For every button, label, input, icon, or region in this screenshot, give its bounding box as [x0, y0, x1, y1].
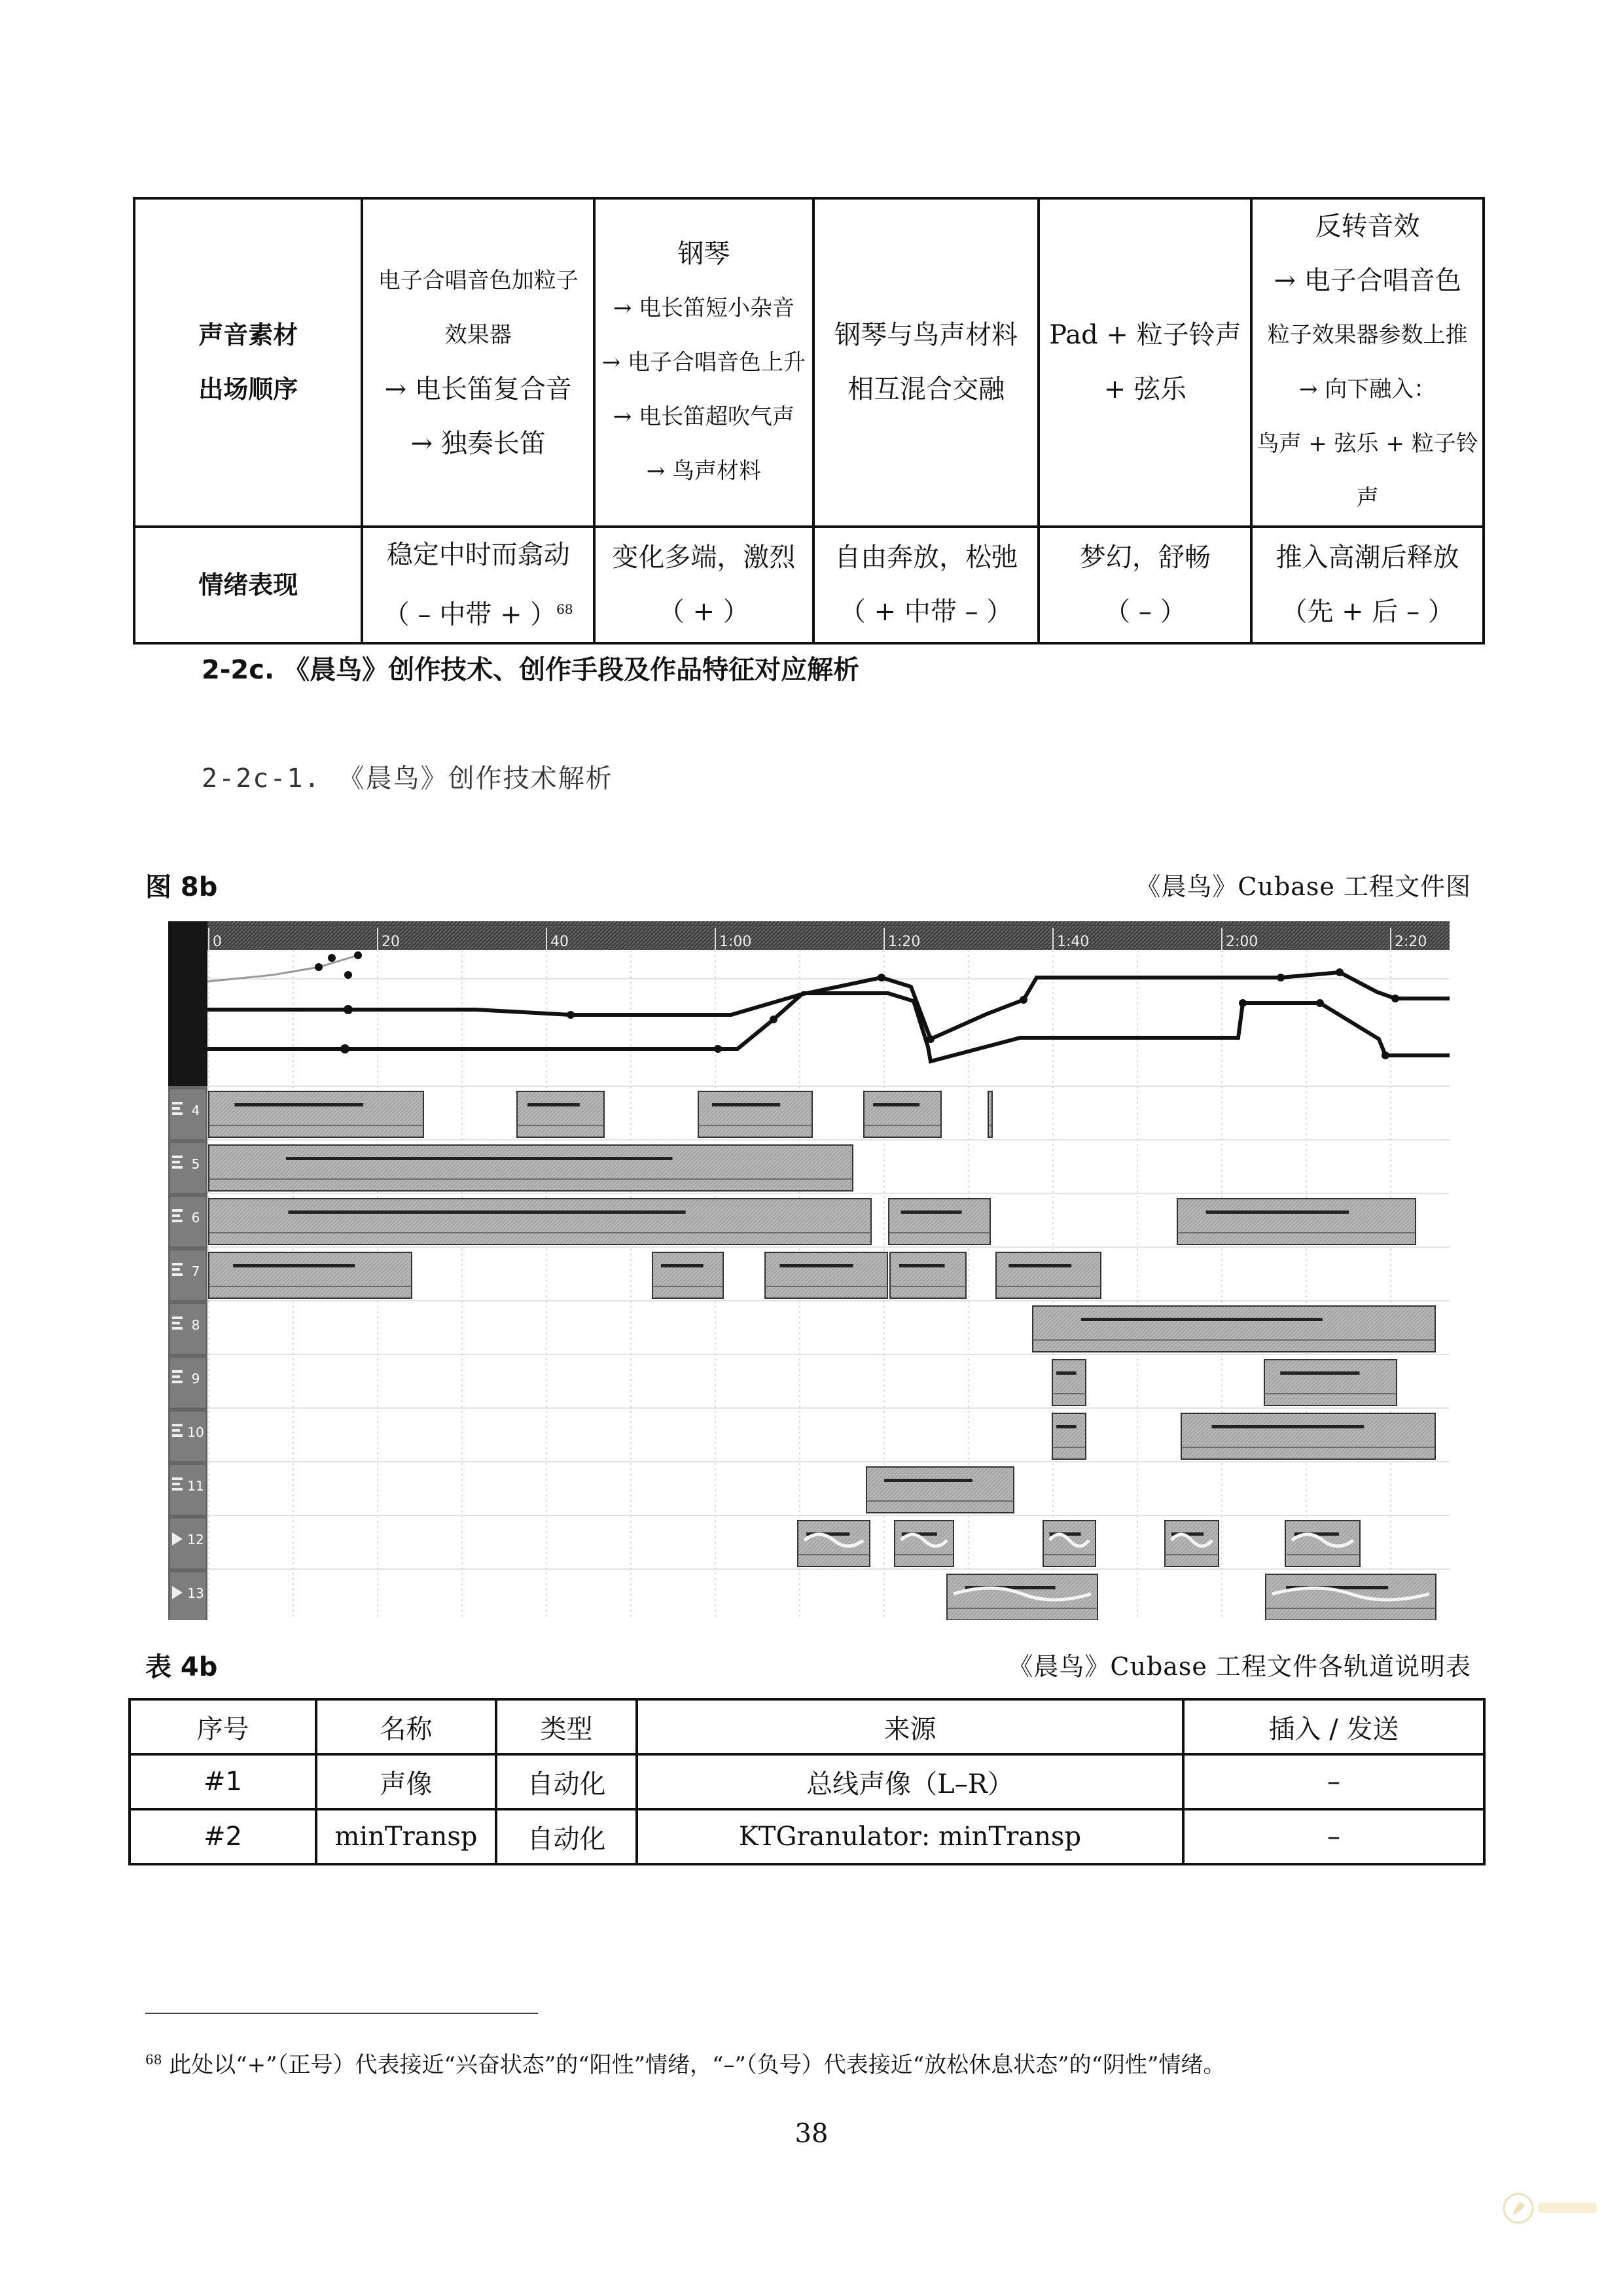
cell-index: #2 [130, 1809, 316, 1864]
track-headers[interactable] [169, 1089, 206, 1620]
table-header-row [130, 1699, 1484, 1754]
track-part[interactable] [765, 1252, 887, 1298]
track-part[interactable] [996, 1252, 1101, 1298]
track-part[interactable] [890, 1252, 966, 1298]
row-label-material: 声音素材 出场顺序 [134, 198, 362, 527]
cell-material-5: 反转音效 → 电子合唱音色 粒子效果器参数上推 → 向下融入： 鸟声 + 弦乐 + 粒子铃声 [1251, 198, 1484, 527]
track-part[interactable] [1285, 1521, 1360, 1566]
track-part[interactable] [652, 1252, 723, 1298]
table-row [130, 1754, 1484, 1809]
emotion-table [133, 197, 1485, 645]
ruler-tick-label: 2:20 [1395, 934, 1427, 950]
footnote-ref[interactable]: 68 [556, 601, 573, 617]
subsection-heading: 2-2c-1. 《晨鸟》创作技术解析 [202, 764, 613, 794]
automation-curve-3 [207, 993, 1450, 1061]
track-number-label: 6 [191, 1210, 200, 1226]
cell-material-1: 电子合唱音色加粒子效果器 → 电长笛复合音 → 独奏长笛 [362, 198, 594, 527]
track-number-label: 12 [187, 1532, 204, 1547]
table-row [134, 527, 1484, 643]
ruler-tick-label: 40 [550, 934, 569, 950]
figure-caption: 《晨鸟》Cubase 工程文件图 [1135, 872, 1471, 901]
automation-curve-2 [207, 972, 1450, 1039]
table-row [130, 1809, 1484, 1864]
cell-emotion-1: 稳定中时而翕动 （ – 中带 + ）$^{68}$ [362, 527, 594, 643]
header-source: 来源 [637, 1699, 1183, 1754]
automation-lanes[interactable] [207, 951, 1450, 1061]
cell-emotion-4: 梦幻，舒畅 （ – ） [1039, 527, 1251, 643]
track-part[interactable] [1043, 1521, 1096, 1566]
track-part[interactable] [698, 1091, 812, 1137]
track-part[interactable] [798, 1521, 870, 1566]
cubase-arrange-window [168, 921, 1450, 1620]
track-part[interactable] [209, 1252, 412, 1298]
track-part[interactable] [1033, 1306, 1435, 1352]
track-number-label: 10 [187, 1424, 204, 1440]
header-name: 名称 [316, 1699, 496, 1754]
track-number-label: 4 [191, 1103, 200, 1118]
cell-insert-send: – [1183, 1754, 1484, 1809]
footnote-text: 此处以“+”（正号）代表接近“兴奋状态”的“阳性”情绪，“–”（负号）代表接近“放松休息状态”的“阴性”情绪。 [169, 2052, 1226, 2078]
track-part[interactable] [988, 1091, 992, 1137]
footnote [145, 2047, 1225, 2079]
cell-material-3: 钢琴与鸟声材料 相互混合交融 [813, 198, 1039, 527]
track-part[interactable] [209, 1145, 853, 1191]
track-part[interactable] [1052, 1413, 1086, 1459]
track-part[interactable] [1264, 1360, 1397, 1405]
track-part[interactable] [209, 1199, 871, 1245]
cell-emotion-2: 变化多端，激烈 （ + ） [594, 527, 813, 643]
page-number: 38 [794, 2119, 829, 2149]
automation-points[interactable] [315, 951, 1399, 1059]
track-number-label: 11 [187, 1478, 204, 1494]
ruler-tick-label: 1:00 [719, 934, 752, 950]
track-number-label: 13 [187, 1585, 204, 1601]
track-part[interactable] [1177, 1199, 1416, 1245]
cell-type: 自动化 [496, 1809, 637, 1864]
track-part[interactable] [1266, 1574, 1436, 1620]
track-number-label: 8 [191, 1317, 200, 1333]
track-part[interactable] [1052, 1360, 1086, 1405]
footnote-divider [145, 2013, 538, 2014]
header-index: 序号 [130, 1699, 316, 1754]
track-part[interactable] [1165, 1521, 1219, 1566]
track-part[interactable] [889, 1199, 990, 1245]
cell-emotion-5: 推入高潮后释放 （先 + 后 – ） [1251, 527, 1484, 643]
cell-insert-send: – [1183, 1809, 1484, 1864]
footnote-marker: 68 [145, 2051, 162, 2068]
track-description-table [128, 1698, 1486, 1865]
ruler-tick-label: 0 [213, 934, 222, 950]
track-part[interactable] [947, 1574, 1097, 1620]
header-type: 类型 [496, 1699, 637, 1754]
figure-label: 图 8b [145, 872, 218, 902]
ruler-tick-label: 1:40 [1057, 934, 1090, 950]
automation-header [168, 921, 207, 1086]
cell-source: KTGranulator: minTransp [637, 1809, 1183, 1864]
track-number-label: 7 [191, 1263, 200, 1279]
track-part[interactable] [895, 1521, 954, 1566]
cell-emotion-3: 自由奔放，松弛 （ + 中带 – ） [813, 527, 1039, 643]
ruler-tick-label: 1:20 [888, 934, 921, 950]
track-part[interactable] [209, 1091, 423, 1137]
cell-name: minTransp [316, 1809, 496, 1864]
table-caption: 《晨鸟》Cubase 工程文件各轨道说明表 [1008, 1652, 1471, 1681]
watermark-logo [1499, 2185, 1603, 2231]
ruler-tick-label: 20 [382, 934, 400, 950]
track-part[interactable] [517, 1091, 604, 1137]
track-part[interactable] [866, 1467, 1014, 1513]
track-part[interactable] [1181, 1413, 1435, 1459]
track-number-label: 9 [191, 1371, 200, 1386]
header-insert-send: 插入 / 发送 [1183, 1699, 1484, 1754]
track-part[interactable] [864, 1091, 941, 1137]
ruler-tick-label: 2:00 [1226, 934, 1258, 950]
row-label-emotion: 情绪表现 [134, 527, 362, 643]
table-label: 表 4b [145, 1652, 218, 1682]
cell-name: 声像 [316, 1754, 496, 1809]
cell-source: 总线声像（L–R） [637, 1754, 1183, 1809]
cell-type: 自动化 [496, 1754, 637, 1809]
cubase-project-figure [168, 921, 1450, 1620]
arrange-parts[interactable] [209, 1091, 1436, 1620]
cell-material-2: 钢琴 → 电长笛短小杂音 → 电子合唱音色上升 → 电长笛超吹气声 → 鸟声材料 [594, 198, 813, 527]
cell-material-4: Pad + 粒子铃声 + 弦乐 [1039, 198, 1251, 527]
cell-index: #1 [130, 1754, 316, 1809]
table-row [134, 198, 1484, 527]
section-heading: 2-2c. 《晨鸟》创作技术、创作手段及作品特征对应解析 [202, 655, 860, 685]
track-number-label: 5 [191, 1156, 200, 1172]
